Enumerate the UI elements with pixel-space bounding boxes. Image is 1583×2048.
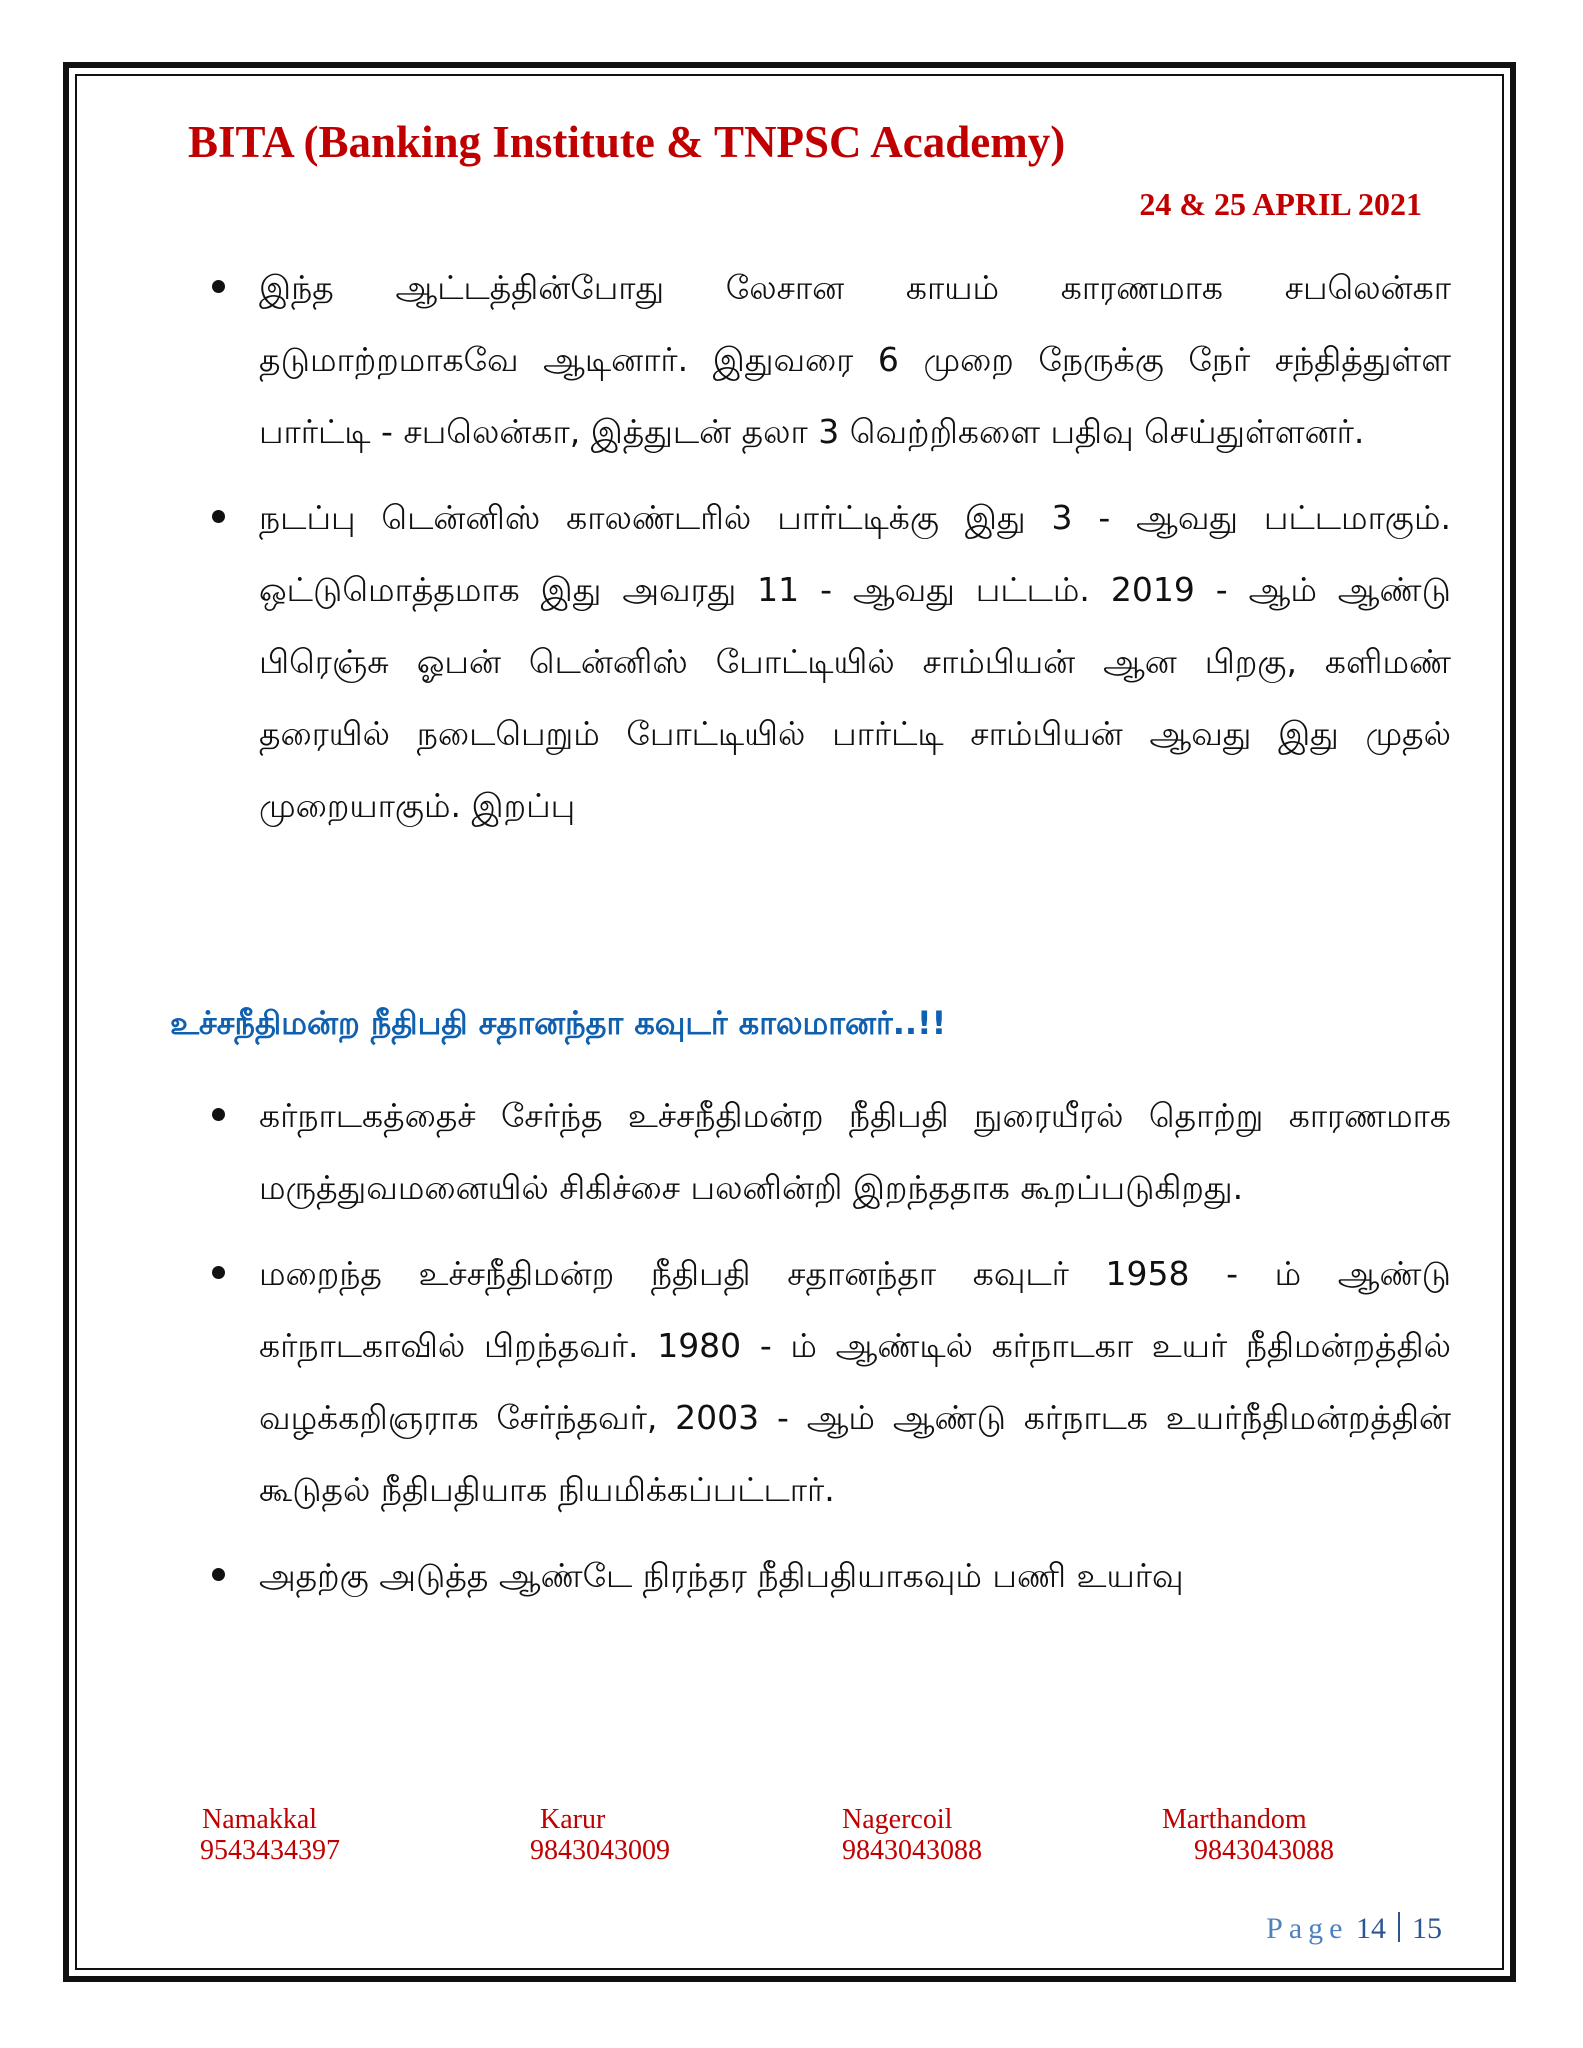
contact-city: Namakkal [202, 1804, 318, 1835]
bullet-icon [212, 280, 225, 293]
bullet-list-bottom [0, 1080, 1583, 1612]
contact-phone: 9843043088 [1194, 1835, 1334, 1866]
paragraph: அதற்கு அடுத்த ஆண்டே நிரந்தர நீதிபதியாகவும் பணி உயர்வு [259, 1556, 1184, 1595]
contact-city: Karur [540, 1804, 606, 1835]
bullet-icon [212, 510, 225, 523]
list-item [0, 482, 1583, 842]
paragraph: கர்நாடகத்தைச் சேர்ந்த உச்சநீதிமன்ற நீதிபதி நுரையீரல் தொற்று காரணமாக மருத்துவமனையில் சிகிச்சை பலனின்றி இறந்ததாக கூறப்படுகிறது. [259, 1096, 1451, 1207]
bullet-icon [212, 1568, 225, 1581]
contact-namakkal [200, 1804, 340, 1866]
contact-phone: 9543434397 [200, 1835, 340, 1866]
section-heading: உச்சநீதிமன்ற நீதிபதி சதானந்தா கவுடர் காலமானர்..!! [170, 1004, 947, 1042]
page-word: Page [1266, 1912, 1349, 1945]
paragraph: மறைந்த உச்சநீதிமன்ற நீதிபதி சதானந்தா கவுடர் 1958 - ம் ஆண்டு கர்நாடகாவில் பிறந்தவர். 1980 - ம் ஆண்டில் கர்நாடகா உயர் நீதிமன்றத்தில் வழக்கறிஞராக சேர்ந்தவர், 2003 - ஆம் ஆண்டு கர்நாடக உயர்நீதிமன்றத்தின் கூடுதல் நீதிபதியாக நியமிக்கப்பட்டார். [259, 1254, 1451, 1509]
page-current: 14 [1356, 1912, 1386, 1945]
contact-city: Nagercoil [842, 1804, 953, 1835]
list-item [0, 1080, 1583, 1224]
date-label: 24 & 25 APRIL 2021 [1139, 186, 1422, 222]
list-item [0, 1238, 1583, 1526]
page-separator [1398, 1912, 1400, 1942]
list-item [0, 1540, 1583, 1612]
page-total: 15 [1412, 1912, 1442, 1945]
list-item [0, 252, 1583, 468]
contact-nagercoil [842, 1804, 982, 1866]
contact-karur [530, 1804, 670, 1866]
bullet-icon [212, 1266, 225, 1279]
page-number [1266, 1912, 1442, 1946]
contact-phone: 9843043009 [530, 1835, 670, 1866]
institute-title: BITA (Banking Institute & TNPSC Academy) [188, 117, 1066, 167]
paragraph: இந்த ஆட்டத்தின்போது லேசான காயம் காரணமாக சபலென்கா தடுமாற்றமாகவே ஆடினார். இதுவரை 6 முறை நேருக்கு நேர் சந்தித்துள்ள பார்ட்டி - சபலென்கா, இத்துடன் தலா 3 வெற்றிகளை பதிவு செய்துள்ளனர். [259, 268, 1451, 451]
footer-contacts [0, 1804, 1583, 1874]
bullet-list-top [0, 252, 1583, 842]
bullet-icon [212, 1108, 225, 1121]
paragraph: நடப்பு டென்னிஸ் காலண்டரில் பார்ட்டிக்கு இது 3 - ஆவது பட்டமாகும். ஒட்டுமொத்தமாக இது அவரது 11 - ஆவது பட்டம். 2019 - ஆம் ஆண்டு பிரெஞ்சு ஓபன் டென்னிஸ் போட்டியில் சாம்பியன் ஆன பிறகு, களிமண் தரையில் நடைபெறும் போட்டியில் பார்ட்டி சாம்பியன் ஆவது இது முதல் முறையாகும். இறப்பு [259, 498, 1451, 825]
contact-marthandom [1162, 1804, 1334, 1866]
contact-phone: 9843043088 [842, 1835, 982, 1866]
contact-city: Marthandom [1162, 1804, 1307, 1835]
